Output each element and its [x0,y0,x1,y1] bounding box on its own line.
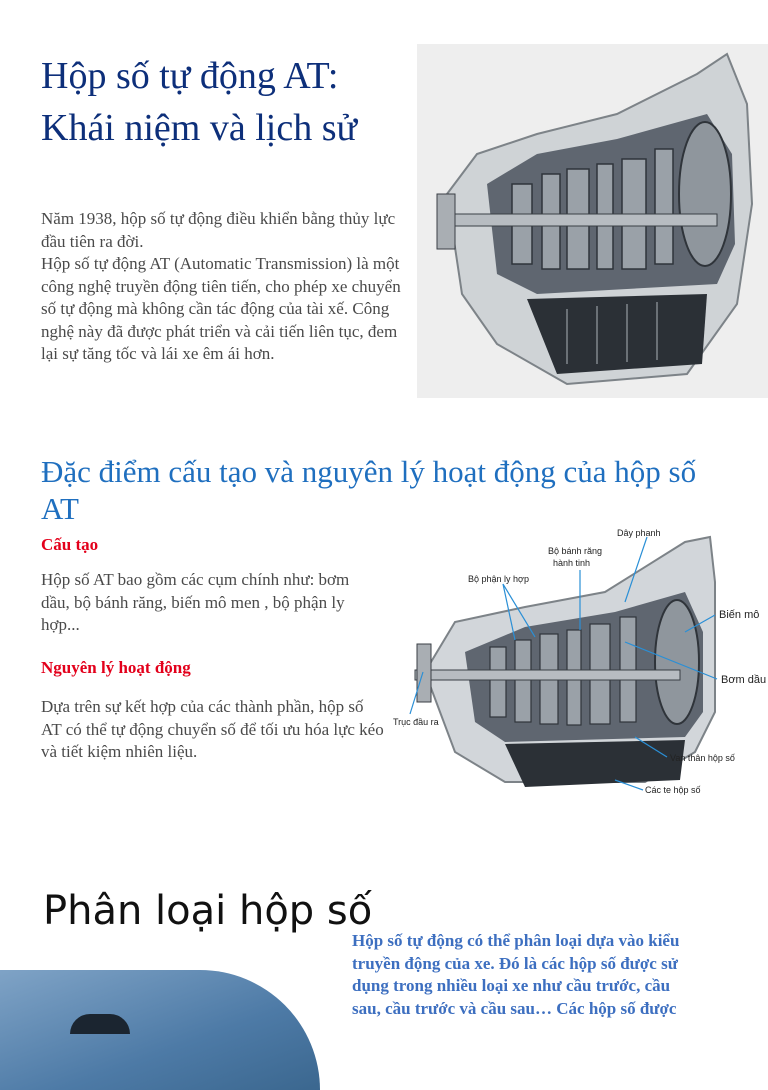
page-title [41,50,401,154]
classification-line-2: truyền động của xe. Đó là các hộp số được sử [352,953,678,973]
transmission-illustration [417,44,768,398]
intro-paragraph [41,208,406,366]
section-title-classification: Phân loại hộp số [43,888,373,934]
section-title-structure: Đặc điểm cấu tạo và nguyên lý hoạt động của hộp số AT [41,454,697,526]
label-planetary-gear-line2: hành tinh [553,558,591,568]
subheading-principle: Nguyên lý hoạt động [41,658,191,677]
subheading-structure: Cấu tạo [41,535,99,554]
label-oil-pump: Bơm dầu [721,674,767,686]
structure-paragraph: Hộp số AT bao gồm các cụm chính như: bơm dầu, bộ bánh răng, biến mô men , bộ phận ly hợp... [41,570,350,634]
classification-line-3: dụng trong nhiều loại xe như cầu trước, cầu [352,976,671,995]
label-valve-body: Van thân hộp số [670,753,735,763]
classification-line-4: sau, cầu trước và cầu sau… Các hộp số được [352,998,677,1018]
label-clutch: Bộ phận ly hợp [468,574,529,584]
label-torque-converter: Biến mô [719,609,760,621]
intro-line-2: Hộp số tự động AT (Automatic Transmission) là một công nghệ truyền động tiên tiến, cho phép xe chuyển số tự động mà không cần tác động của tài xế. Công nghệ này đã được phát triển và cải tiến liên tục, đem lại sự tăng tốc và lái xe êm ái hơn. [41,254,401,363]
title-line-1: Hộp số tự động AT: [41,55,339,97]
title-line-2: Khái niệm và lịch sử [41,107,358,149]
label-planetary-gear-line1: Bộ bánh răng [548,546,603,556]
decorative-image-detail [70,1014,130,1034]
transmission-cutaway-image [417,44,768,398]
label-output-shaft: Trục đầu ra [393,717,439,727]
label-oil-pan: Các te hộp số [645,785,701,795]
classification-paragraph [352,930,724,1020]
classification-line-1: Hộp số tự động có thể phân loại dựa vào kiểu [352,931,680,950]
intro-line-1: Năm 1938, hộp số tự động điều khiển bằng thủy lực đầu tiên ra đời. [41,209,396,251]
transmission-diagram-image [385,512,768,804]
decorative-image-bottom [0,970,320,1090]
labeled-transmission-diagram [385,512,768,804]
principle-paragraph: Dựa trên sự kết hợp của các thành phần, hộp số AT có thể tự động chuyển số để tối ưu hóa lực kéo và tiết kiệm nhiên liệu. [41,697,384,761]
label-brake-band: Dây phanh [617,528,661,538]
